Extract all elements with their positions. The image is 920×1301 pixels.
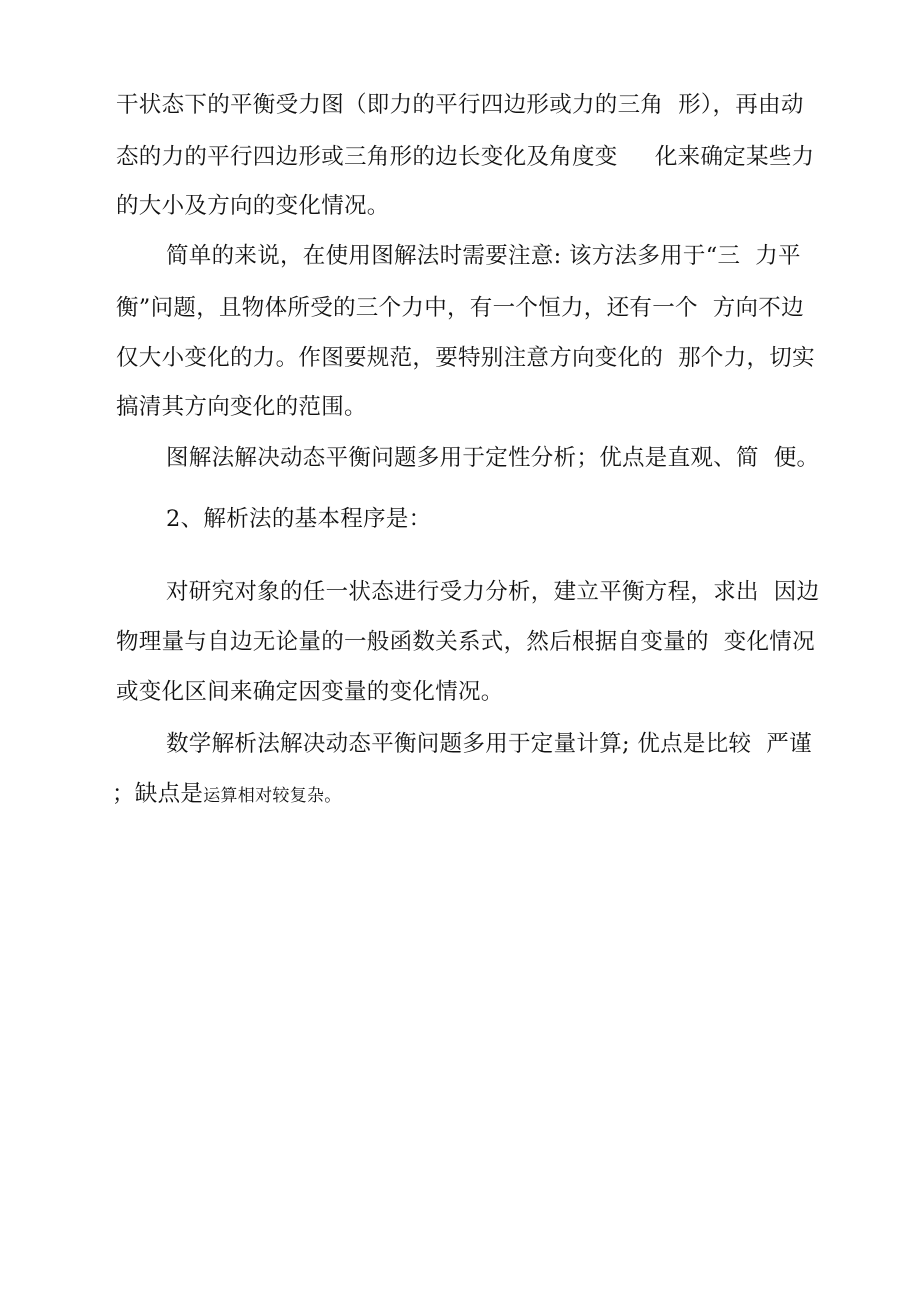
paragraph-5-line-2-main: ；缺点是 xyxy=(112,781,204,807)
paragraph-5-line-2-small: 运算相对较复杂。 xyxy=(203,786,342,806)
paragraph-2-line-1: 简单的来说，在使用图解法时需要注意: 该方法多用于“三 力平 xyxy=(166,243,801,269)
paragraph-4-line-3: 或变化区间来确定因变量的变化情况。 xyxy=(116,679,504,705)
paragraph-1-line-2: 态的力的平行四边形或三角形的边长变化及角度变 化来确定某些力 xyxy=(116,144,815,170)
paragraph-4-line-1: 对研究对象的任一状态进行受力分析，建立平衡方程，求出 因边 xyxy=(166,579,820,605)
section-heading-2: 2、解析法的基本程序是： xyxy=(166,506,432,532)
paragraph-1-line-1: 干状态下的平衡受力图（即力的平行四边形或力的三角 形），再由动 xyxy=(116,92,804,118)
paragraph-3-line-1: 图解法解决动态平衡问题多用于定性分析；优点是直观、简 便。 xyxy=(166,445,820,471)
paragraph-5-line-2 xyxy=(0,776,920,812)
paragraph-1-line-3: 的大小及方向的变化情况。 xyxy=(116,193,390,219)
paragraph-2-line-4: 搞清其方向变化的范围。 xyxy=(116,394,367,420)
paragraph-2-line-2: 衡”问题，且物体所受的三个力中，有一个恒力，还有一个 方向不边 xyxy=(116,295,804,321)
paragraph-4-line-2: 物理量与自边无论量的一般函数关系式，然后根据自变量的 变化情况 xyxy=(116,629,815,655)
paragraph-5-line-1: 数学解析法解决动态平衡问题多用于定量计算; 优点是比较 严谨 xyxy=(166,731,812,757)
paragraph-2-line-3: 仅大小变化的力。作图要规范，要特别注意方向变化的 那个力，切实 xyxy=(116,345,815,371)
